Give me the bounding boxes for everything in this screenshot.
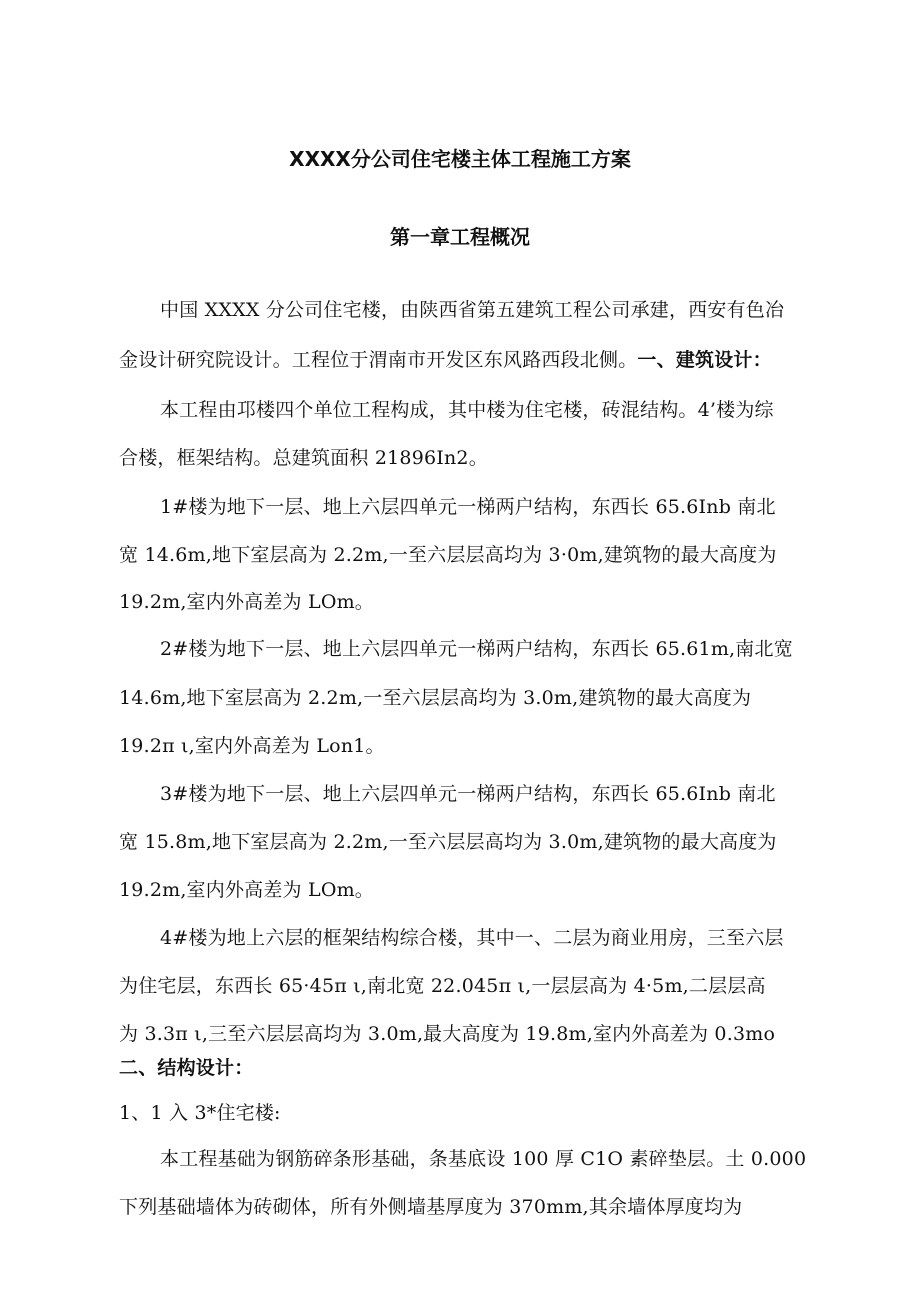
paragraph-line: 14.6m,地下室层高为 2.2m,一至六层层高均为 3.0m,建筑物的最大高度为 (119, 687, 752, 709)
paragraph-line: 19.2m,室内外高差为 LOm。 (119, 879, 375, 901)
paragraph-line: 本工程基础为钢筋碎条形基础，条基底设 100 厚 C1O 素碎垫层。土 0.000 (160, 1148, 807, 1170)
paragraph-line: 中国 XXXX 分公司住宅楼，由陕西省第五建筑工程公司承建，西安有色冶 (160, 299, 785, 321)
paragraph-line: 合楼，框架结构。总建筑面积 21896In2。 (119, 447, 488, 469)
paragraph-line: 4#楼为地上六层的框架结构综合楼，其中一、二层为商业用房，三至六层 (160, 927, 784, 949)
paragraph-line: 为 3.3π ι,三至六层层高均为 3.0m,最大高度为 19.8m,室内外高差为 0.3mo (119, 1023, 776, 1045)
paragraph-line: 宽 15.8m,地下室层高为 2.2m,一至六层层高均为 3.0m,建筑物的最大高度为 (119, 831, 777, 853)
sub-item-heading: 1、1 入 3*住宅楼: (119, 1102, 281, 1124)
chapter-heading: 第一章工程概况 (390, 225, 530, 249)
paragraph-line-with-heading (119, 348, 809, 372)
paragraph-line: 金设计研究院设计。工程位于渭南市开发区东风路西段北侧。 (119, 349, 638, 371)
section-heading-structure: 二、结构设计： (119, 1057, 254, 1079)
paragraph-line: 19.2m,室内外高差为 LOm。 (119, 591, 375, 613)
document-title: XXXX分公司住宅楼主体工程施工方案 (289, 147, 631, 171)
paragraph-line: 本工程由邛楼四个单位工程构成，其中楼为住宅楼，砖混结构。4’楼为综 (160, 399, 774, 421)
paragraph-line: 1#楼为地下一层、地上六层四单元一梯两户结构，东西长 65.6Inb 南北 (160, 496, 776, 518)
paragraph-line: 19.2π ι,室内外高差为 Lon1。 (119, 735, 385, 757)
paragraph-line: 3#楼为地下一层、地上六层四单元一梯两户结构，东西长 65.6Inb 南北 (160, 783, 776, 805)
paragraph-line: 下列基础墙体为砖砌体，所有外侧墙基厚度为 370mm,其余墙体厚度均为 (119, 1196, 743, 1218)
section-heading-architecture: 一、建筑设计： (637, 349, 772, 371)
paragraph-line: 2#楼为地下一层、地上六层四单元一梯两户结构，东西长 65.61m,南北宽 (160, 638, 793, 660)
paragraph-line: 为住宅层，东西长 65·45π ι,南北宽 22.045π ι,一层层高为 4·5m,二层层高 (119, 975, 766, 997)
paragraph-line: 宽 14.6m,地下室层高为 2.2m,一至六层层高均为 3·0m,建筑物的最大高度为 (119, 544, 777, 566)
